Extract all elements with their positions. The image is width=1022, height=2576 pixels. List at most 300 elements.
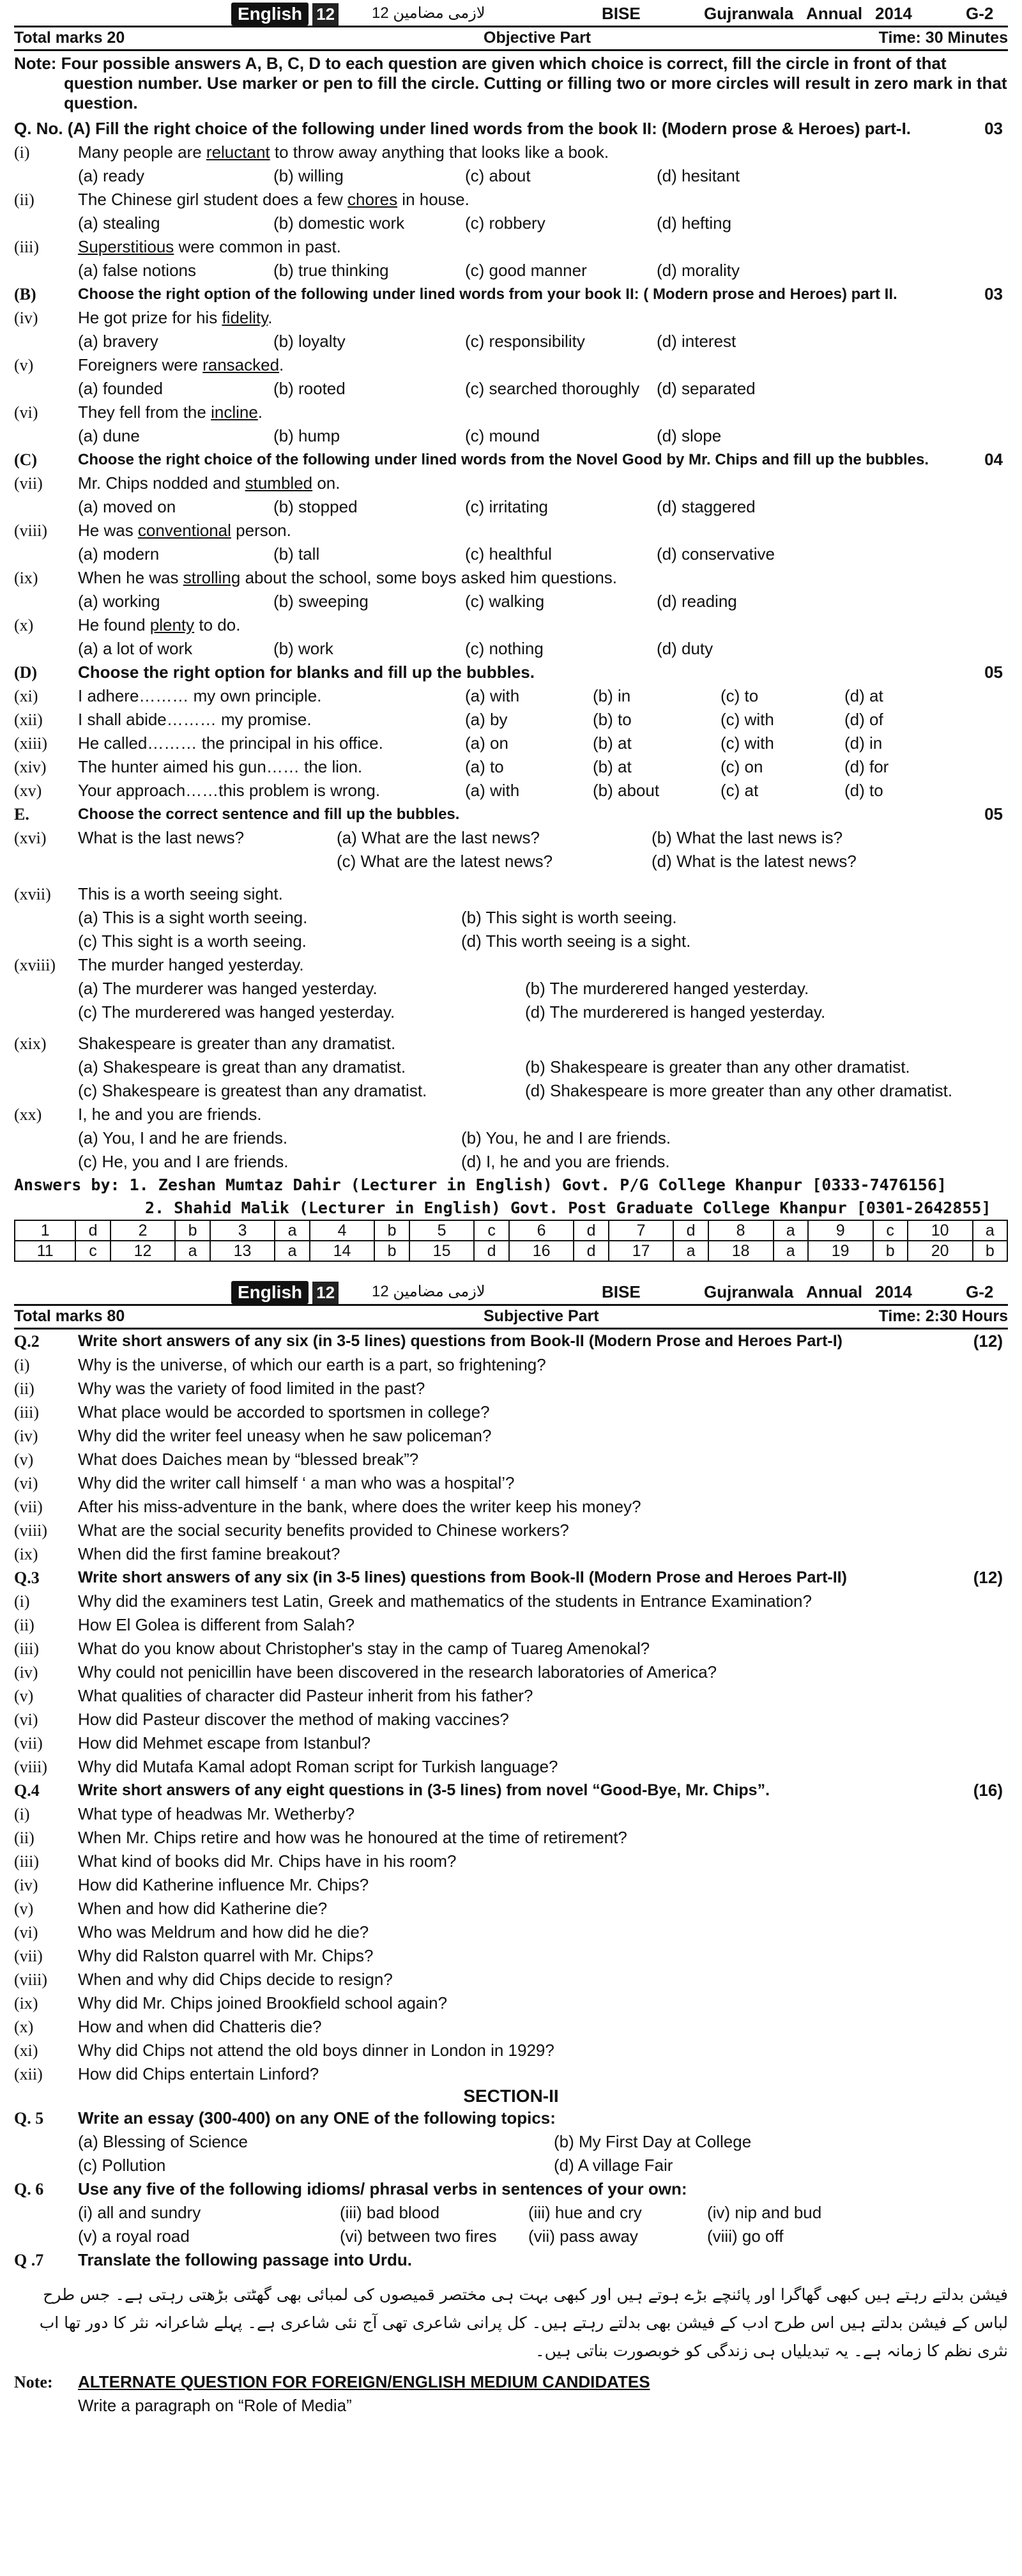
option-c: (c) walking [465,592,545,611]
question-number: (vii) [14,474,43,493]
short-question [14,1897,1008,1920]
answer-key-letter: d [574,1220,608,1241]
options-row [14,1000,1008,1024]
option-c: (c) nothing [465,639,544,658]
question-7-heading [14,2248,1008,2272]
item-text: Why was the variety of food limited in the past? [78,1379,425,1398]
option-c: (c) good manner [465,261,587,280]
item-text: How and when did Chatteris die? [78,2017,322,2036]
question-stem [14,566,1008,590]
question-title: Write short answers of any six (in 3-5 lines) questions from Book-II (Modern Prose and Heroes Part-I) [78,1332,843,1350]
option-c: (c) searched thoroughly [465,379,640,398]
stem-text: Shakespeare is greater than any dramatist. [78,1034,396,1053]
options-row [14,259,1008,282]
option-b: (b) What the last news is? [652,828,843,847]
option-b: (b) to [593,710,632,729]
option-d: (d) morality [657,261,740,280]
options-row [14,1055,1008,1079]
spacer [14,873,1008,882]
option-d: (d) Shakespeare is more greater than any other dramatist. [525,1081,953,1100]
option-b: (b) stopped [273,497,358,516]
answer-key-letter: b [374,1220,409,1241]
question-number: (xvi) [14,829,47,847]
item-text: What qualities of character did Pasteur inherit from his father? [78,1686,533,1705]
short-question [14,2015,1008,2039]
item-number: (vi) [14,1923,38,1942]
answer-key-number: 11 [15,1241,75,1261]
answers-credit-2: 2. Shahid Malik (Lecturer in English) Govt. Post Graduate College Khanpur [0301-2642855] [145,1199,991,1217]
urdu-subject-label: لازمی مضامین 12 [372,4,485,22]
section-e-marks: 05 [984,804,1003,824]
item-text: Why did the writer feel uneasy when he saw policeman? [78,1426,492,1445]
item-text: What are the social security benefits provided to Chinese workers? [78,1521,569,1540]
answer-key-number: 13 [210,1241,275,1261]
option-d: (d) separated [657,379,756,398]
essay-topic-b: (b) My First Day at College [554,2132,752,2151]
question-number: (v) [14,356,34,374]
option-a: (a) ready [78,166,145,185]
option-a: (a) by [465,710,508,729]
subject-badge [231,1281,339,1304]
short-question [14,1708,1008,1731]
question-number: (xiii) [14,734,47,753]
item-text: How did Mehmet escape from Istanbul? [78,1733,371,1752]
question-title: Write short answers of any eight questions in (3-5 lines) from novel “Good-Bye, Mr. Chips”. [78,1781,770,1799]
item-number: (ii) [14,1828,34,1847]
option-b: (b) This sight is worth seeing. [461,908,677,927]
answer-key-letter: c [873,1220,908,1241]
essay-topics-row [14,2154,1008,2177]
option-c: (c) He, you and I are friends. [78,1152,289,1171]
option-a: (a) with [465,686,520,705]
group-label: G-2 [966,1282,994,1301]
question-stem [14,401,1008,424]
answer-key-letter: b [175,1220,210,1241]
option-d: (d) reading [657,592,737,611]
part-title: Objective Part [484,29,591,47]
section-c-number: (C) [14,450,38,469]
question-title: Translate the following passage into Urdu. [78,2250,412,2269]
sentence-question [14,882,1008,906]
options-row [14,977,1008,1000]
section-e-title: Choose the correct sentence and fill up the bubbles. [78,806,460,823]
option-a: (a) The murderer was hanged yesterday. [78,979,378,998]
question-marks: (16) [973,1781,1003,1800]
stem-text: in house. [397,190,469,209]
option-d: (d) slope [657,426,722,445]
option-d: (d) to [844,781,883,800]
spacer [14,1024,1008,1032]
short-question [14,1448,1008,1471]
question-stem [14,235,1008,259]
objective-info-bar [14,26,1008,51]
question-number: (iv) [14,309,38,327]
item-text: What type of headwas Mr. Wetherby? [78,1804,355,1823]
answer-key-letter: a [973,1220,1007,1241]
question-stem [14,519,1008,542]
blank-question [14,708,1008,732]
item-text: Why could not penicillin have been discovered in the research laboratories of America? [78,1662,717,1682]
question-stem [14,353,1008,377]
answer-key-number: 2 [111,1220,176,1241]
year-label: 2014 [875,1282,912,1301]
option-c: (c) mound [465,426,540,445]
item-number: (iv) [14,1427,38,1445]
answer-key-letter: a [774,1220,808,1241]
option-a: (a) You, I and he are friends. [78,1128,288,1147]
question-number: (iii) [14,238,39,256]
option-b: (b) true thinking [273,261,389,280]
answer-key-letter: d [75,1220,110,1241]
short-question [14,1920,1008,1944]
answer-key-letter: a [774,1241,808,1261]
stem-text: . [257,402,263,422]
question-number: (x) [14,616,34,634]
stem-text: I, he and you are friends. [78,1105,262,1124]
short-question [14,1377,1008,1400]
answer-key-number: 15 [409,1241,475,1261]
item-text: What does Daiches mean by “blessed break”? [78,1450,419,1469]
question-number: Q .7 [14,2251,44,2269]
option-d: (d) duty [657,639,713,658]
item-text: When Mr. Chips retire and how was he honoured at the time of retirement? [78,1828,627,1847]
question-heading [14,1330,1008,1353]
objective-header [14,0,1008,26]
exam-paper [14,0,1008,2418]
session-label: Annual [806,4,863,23]
underlined-word: fidelity [222,308,268,327]
options-row [14,330,1008,353]
option-a: (a) working [78,592,160,611]
short-question [14,1495,1008,1519]
option-a: (a) bravery [78,332,158,351]
stem-text: I shall abide……… my promise. [78,710,312,729]
item-number: (iii) [14,1639,39,1658]
idiom-8: (viii) go off [707,2227,784,2246]
option-c: (c) robbery [465,213,545,233]
short-question [14,1731,1008,1755]
option-d: (d) interest [657,332,736,351]
answer-key-letter: c [474,1220,508,1241]
answer-key-number: 16 [509,1241,574,1261]
question-number: (xviii) [14,956,56,974]
option-a: (a) false notions [78,261,196,280]
section-c-title: Choose the right choice of the following under lined words from the Novel Good by Mr. Chips and fill up the bubbles. [78,451,929,468]
item-number: (iv) [14,1663,38,1682]
stem-text: Many people are [78,142,206,162]
short-question [14,1991,1008,2015]
stem-text: . [268,308,273,327]
option-d: (d) for [844,757,889,776]
class-number: 12 [312,3,339,26]
question-2-block [14,1330,1008,1566]
question-number: (viii) [14,521,47,540]
options-row [14,542,1008,566]
item-text: Who was Meldrum and how did he die? [78,1922,369,1942]
answer-key-number: 9 [808,1220,873,1241]
item-number: (iii) [14,1403,39,1422]
option-d: (d) at [844,686,883,705]
item-text: Why is the universe, of which our earth is a part, so frightening? [78,1355,546,1374]
question-number: (xi) [14,687,38,705]
note-label: Note: [14,2373,53,2391]
section-b-marks: 03 [984,284,1003,303]
option-c: (c) responsibility [465,332,585,351]
option-a: (a) founded [78,379,163,398]
option-d: (d) hesitant [657,166,740,185]
item-text: Why did Mr. Chips joined Brookfield school again? [78,1993,448,2012]
option-a: (a) This is a sight worth seeing. [78,908,308,927]
short-question [14,1660,1008,1684]
answer-key-number: 20 [908,1241,973,1261]
essay-topic-c: (c) Pollution [78,2156,166,2175]
subjective-header [14,1278,1008,1304]
stem-text: He was [78,521,138,540]
answer-key-number: 3 [210,1220,275,1241]
section-2-title: SECTION-II [463,2086,559,2106]
stem-text: on. [312,473,340,493]
item-text: What place would be accorded to sportsmen in college? [78,1402,490,1422]
option-b: (b) willing [273,166,344,185]
idiom-6: (vi) between two fires [340,2227,497,2246]
answer-key-letter: b [973,1241,1007,1261]
short-question [14,1519,1008,1542]
subject-label: English [231,3,309,26]
item-text: Why did Ralston quarrel with Mr. Chips? [78,1946,374,1965]
option-a: (a) a lot of work [78,639,193,658]
idiom-4: (iv) nip and bud [707,2203,822,2222]
option-d: (d) I, he and you are friends. [461,1152,670,1171]
stem-text: to throw away anything that looks like a book. [270,142,609,162]
stem-text: He found [78,615,150,634]
options-row [14,1126,1008,1150]
item-number: (v) [14,1450,34,1469]
essay-topics-row [14,2130,1008,2154]
stem-text: The murder hanged yesterday. [78,955,304,974]
item-text: Why did Chips not attend the old boys dinner in London in 1929? [78,2041,554,2060]
sentence-question [14,953,1008,977]
item-text: Why did the writer call himself ‘ a man who was a hospital’? [78,1473,515,1492]
item-text: When and how did Katherine die? [78,1899,328,1918]
option-d: (d) This worth seeing is a sight. [461,931,691,951]
option-b: (b) about [593,781,660,800]
option-a: (a) Shakespeare is great than any dramatist. [78,1057,406,1077]
subject-badge [231,3,339,26]
question-stem [14,188,1008,211]
option-b: (b) You, he and I are friends. [461,1128,671,1147]
idiom-3: (iii) hue and cry [528,2203,642,2222]
option-b: (b) at [593,757,632,776]
item-text: What kind of books did Mr. Chips have in his room? [78,1851,457,1871]
instruction-note: Note: Four possible answers A, B, C, D to each question are given which choice is correct, fill the circle in front of that question number. Use marker or pen to fill the circle. Cutting or filling two or more circles will result in zero mark in that question. [14,54,1007,112]
short-question [14,1850,1008,1873]
question-number: (vi) [14,403,38,422]
answer-key-number: 19 [808,1241,873,1261]
blank-question [14,732,1008,755]
item-text: How did Katherine influence Mr. Chips? [78,1875,369,1894]
stem-text: person. [231,521,291,540]
item-text: Why did the examiners test Latin, Greek and mathematics of the students in Entrance Examination? [78,1591,812,1611]
option-d: (d) What is the latest news? [652,852,857,871]
stem-text: I adhere……… my own principle. [78,686,322,705]
option-c: (c) This sight is a worth seeing. [78,931,307,951]
option-a: (a) to [465,757,504,776]
option-b: (b) work [273,639,333,658]
option-c: (c) The murderered was hanged yesterday. [78,1002,395,1022]
answer-key-letter: a [275,1220,309,1241]
short-question [14,1873,1008,1897]
sentence-question [14,1032,1008,1055]
sentence-question [14,1103,1008,1126]
item-number: (iv) [14,1876,38,1894]
stem-text: He got prize for his [78,308,222,327]
short-question [14,1944,1008,1968]
question-number: (ii) [14,190,34,209]
options-row [14,211,1008,235]
board-label: BISE [602,1282,641,1301]
option-c: (c) at [721,781,759,800]
stem-text: Your approach……this problem is wrong. [78,781,381,800]
answers-credit-1: Answers by: 1. Zeshan Mumtaz Dahir (Lecturer in English) Govt. P/G College Khanpur [0333-7476156] [14,1176,947,1194]
item-number: (i) [14,1592,30,1611]
item-text: How did Chips entertain Linford? [78,2064,319,2083]
item-number: (vi) [14,1710,38,1729]
question-number: (xx) [14,1105,42,1124]
urdu-passage: فیشن بدلتے رہتے ہیں کبھی گھاگرا اور پائنچے بڑے ہوتے ہیں اور کبھی بہت ہی مختصر قمیصوں کی لمبائی بھی گھٹتی بڑھتی رہتی ہے۔ جس طرح لباس کے فیشن بدلتے ہیں اس طرح ادب کے فیشن بھی بدلتے رہتے ہیں۔ کل پرانی شاعری تھی آج نئی شاعری ہے۔ پہلے شاعرانہ نثر کا دور تھا اب نثری نظم کا زمانہ ہے۔ یہ تبدیلیاں ہی زندگی کو خوبصورت بناتی ہیں۔ [39,2285,1008,2360]
section-a-heading [14,117,1008,141]
answer-key-number: 7 [609,1220,674,1241]
subject-label: English [231,1281,309,1304]
underlined-word: incline [211,402,258,422]
question-marks: (12) [973,1331,1003,1351]
option-b: (b) domestic work [273,213,405,233]
item-number: (viii) [14,1758,47,1776]
question-stem [14,613,1008,637]
underlined-word: Superstitious [78,237,174,256]
options-row [14,495,1008,519]
answer-key-table [14,1220,1008,1262]
option-d: (d) conservative [657,544,775,564]
question-number: (xiv) [14,758,47,776]
question-title: Write an essay (300-400) on any ONE of the following topics: [78,2108,556,2128]
answer-key-number: 18 [708,1241,774,1261]
section-b-heading [14,282,1008,306]
item-number: (v) [14,1899,34,1918]
stem-text: . [279,355,284,374]
question-number: (xvii) [14,885,51,903]
answer-key-number: 4 [310,1220,375,1241]
option-d: (d) The murderered is hanged yesterday. [525,1002,826,1022]
answer-key-number: 1 [15,1220,75,1241]
option-a: (a) dune [78,426,140,445]
item-text: What do you know about Christopher's stay in the camp of Tuareg Amenokal? [78,1639,650,1658]
short-question [14,1826,1008,1850]
option-c: (c) What are the latest news? [337,852,553,871]
answer-key-letter: b [873,1241,908,1261]
essay-topic-d: (d) A village Fair [554,2156,673,2175]
section-c-heading [14,448,1008,471]
option-b: (b) hump [273,426,340,445]
stem-text: They fell from the [78,402,211,422]
item-number: (v) [14,1687,34,1705]
idiom-1: (i) all and sundry [78,2203,201,2222]
answer-key-number: 6 [509,1220,574,1241]
section-d-title: Choose the right option for blanks and fill up the bubbles. [78,663,535,682]
idiom-7: (vii) pass away [528,2227,638,2246]
option-c: (c) to [721,686,759,705]
board-label: BISE [602,4,641,23]
answer-key-letter: d [673,1220,708,1241]
section-b-number: (B) [14,285,36,303]
question-stem [14,471,1008,495]
answer-key-letter: a [175,1241,210,1261]
question-heading [14,1566,1008,1590]
session-label: Annual [806,1282,863,1301]
section-e-number: E. [14,805,29,824]
question-number: Q.2 [14,1332,40,1351]
options-row [14,1079,1008,1103]
item-number: (vi) [14,1474,38,1492]
blank-question [14,779,1008,802]
options-row [14,637,1008,661]
option-b: (b) Shakespeare is greater than any other dramatist. [525,1057,910,1077]
alternate-task [14,2394,1008,2418]
item-number: (i) [14,1805,30,1823]
option-b: (b) rooted [273,379,346,398]
time-allowed: Time: 30 Minutes [878,29,1008,47]
answer-key-letter: a [275,1241,309,1261]
stem-text: What is the last news? [78,828,245,847]
question-number: Q. 6 [14,2180,44,2198]
question-heading [14,1779,1008,1802]
total-marks: Total marks 20 [14,29,125,47]
options-row [14,424,1008,448]
underlined-word: chores [347,190,398,209]
options-row [14,1150,1008,1174]
option-b: (b) at [593,733,632,753]
section-c-marks: 04 [984,450,1003,469]
option-c: (c) with [721,733,774,753]
option-d: (d) staggered [657,497,756,516]
question-title: Use any five of the following idioms/ phrasal verbs in sentences of your own: [78,2179,687,2198]
short-question [14,1802,1008,1826]
answer-key-number: 14 [310,1241,375,1261]
item-number: (ix) [14,1545,38,1563]
question-4-block [14,1779,1008,2086]
underlined-word: reluctant [206,142,270,162]
item-number: (viii) [14,1521,47,1540]
question-number: (xv) [14,781,42,800]
essay-topic-a: (a) Blessing of Science [78,2132,248,2151]
options-row [14,590,1008,613]
sentence-question [14,826,1008,850]
idioms-row [14,2225,1008,2248]
option-a: (a) on [465,733,508,753]
question-stem [14,306,1008,330]
urdu-subject-label: لازمی مضامین 12 [372,1283,485,1300]
blank-question [14,684,1008,708]
short-question [14,1400,1008,1424]
stem-text: The Chinese girl student does a few [78,190,348,209]
answer-key-letter: d [574,1241,608,1261]
option-b: (b) tall [273,544,320,564]
item-text: How did Pasteur discover the method of making vaccines? [78,1710,509,1729]
city-label: Gujranwala [704,4,794,23]
idiom-2: (iii) bad blood [340,2203,440,2222]
idiom-5: (v) a royal road [78,2227,190,2246]
option-d: (d) in [844,733,883,753]
question-5-heading [14,2106,1008,2130]
